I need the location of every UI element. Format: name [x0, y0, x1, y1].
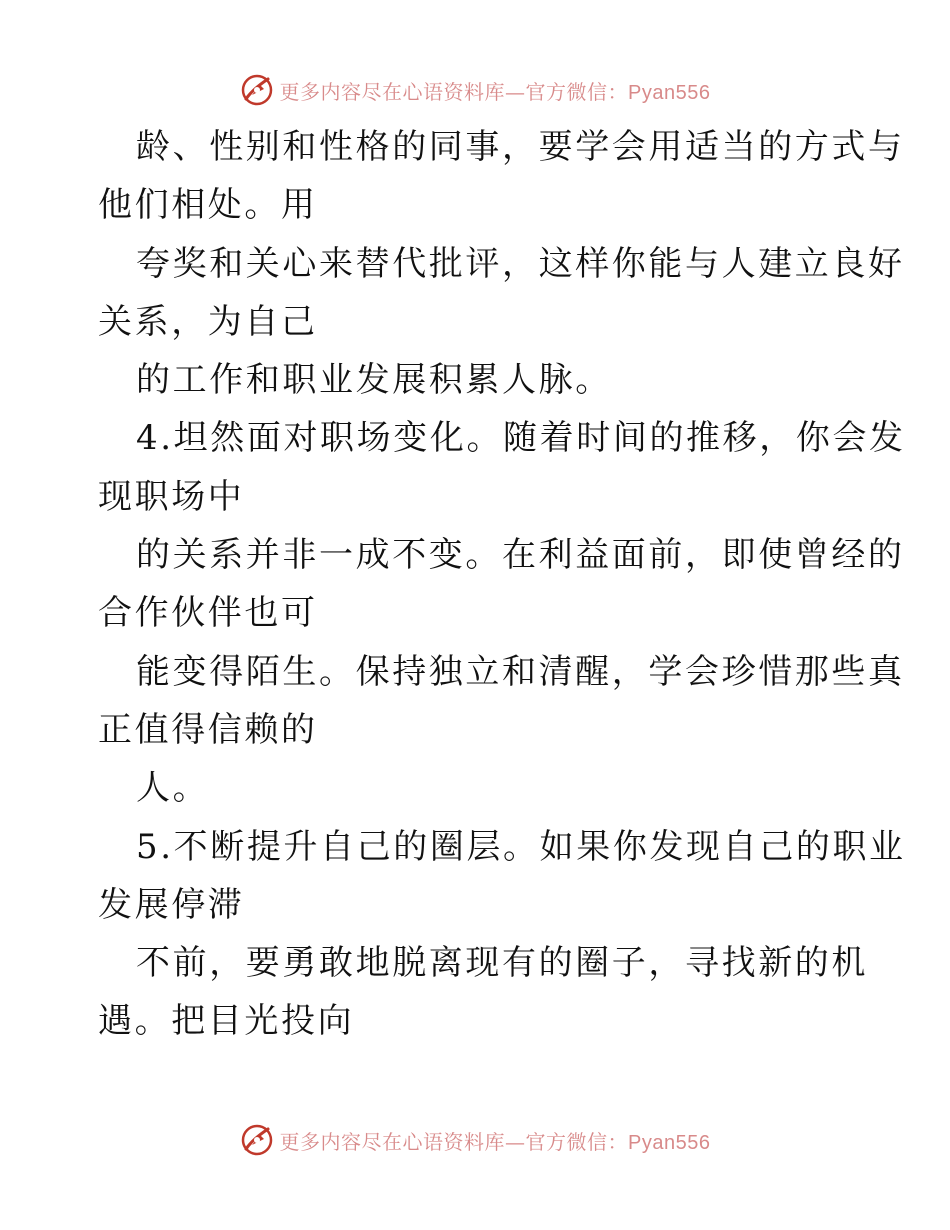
watermark-text: 更多内容尽在心语资料库—官方微信：Pyan556	[279, 79, 711, 104]
header-watermark	[0, 70, 950, 110]
text-line: 发展停滞	[98, 884, 245, 925]
footer-watermark	[0, 1120, 950, 1160]
pen-logo-icon	[240, 1123, 274, 1157]
text-line: 正值得信赖的	[98, 709, 318, 750]
text-line: 遇。把目光投向	[98, 1001, 355, 1042]
text-line: 人。	[136, 768, 210, 809]
text-line: 5.不断提升自己的圈层。如果你发现自己的职业	[136, 826, 906, 867]
text-line: 的工作和职业发展积累人脉。	[136, 360, 612, 401]
text-line: 现职场中	[98, 476, 245, 517]
watermark-text: 更多内容尽在心语资料库—官方微信：Pyan556	[279, 1129, 711, 1154]
text-line: 的关系并非一成不变。在利益面前，即使曾经的	[136, 535, 905, 576]
text-line: 关系，为自己	[98, 301, 318, 342]
text-line: 夸奖和关心来替代批评，这样你能与人建立良好	[136, 243, 905, 284]
text-line: 不前，要勇敢地脱离现有的圈子，寻找新的机	[136, 943, 868, 984]
text-line: 能变得陌生。保持独立和清醒，学会珍惜那些真	[136, 651, 905, 692]
text-line: 4.坦然面对职场变化。随着时间的推移，你会发	[136, 418, 906, 459]
pen-logo-icon	[240, 73, 274, 107]
text-line: 龄、性别和性格的同事，要学会用适当的方式与	[136, 127, 905, 167]
document-body	[98, 118, 906, 1051]
text-line: 他们相处。用	[98, 185, 318, 226]
text-line: 合作伙伴也可	[98, 593, 318, 634]
